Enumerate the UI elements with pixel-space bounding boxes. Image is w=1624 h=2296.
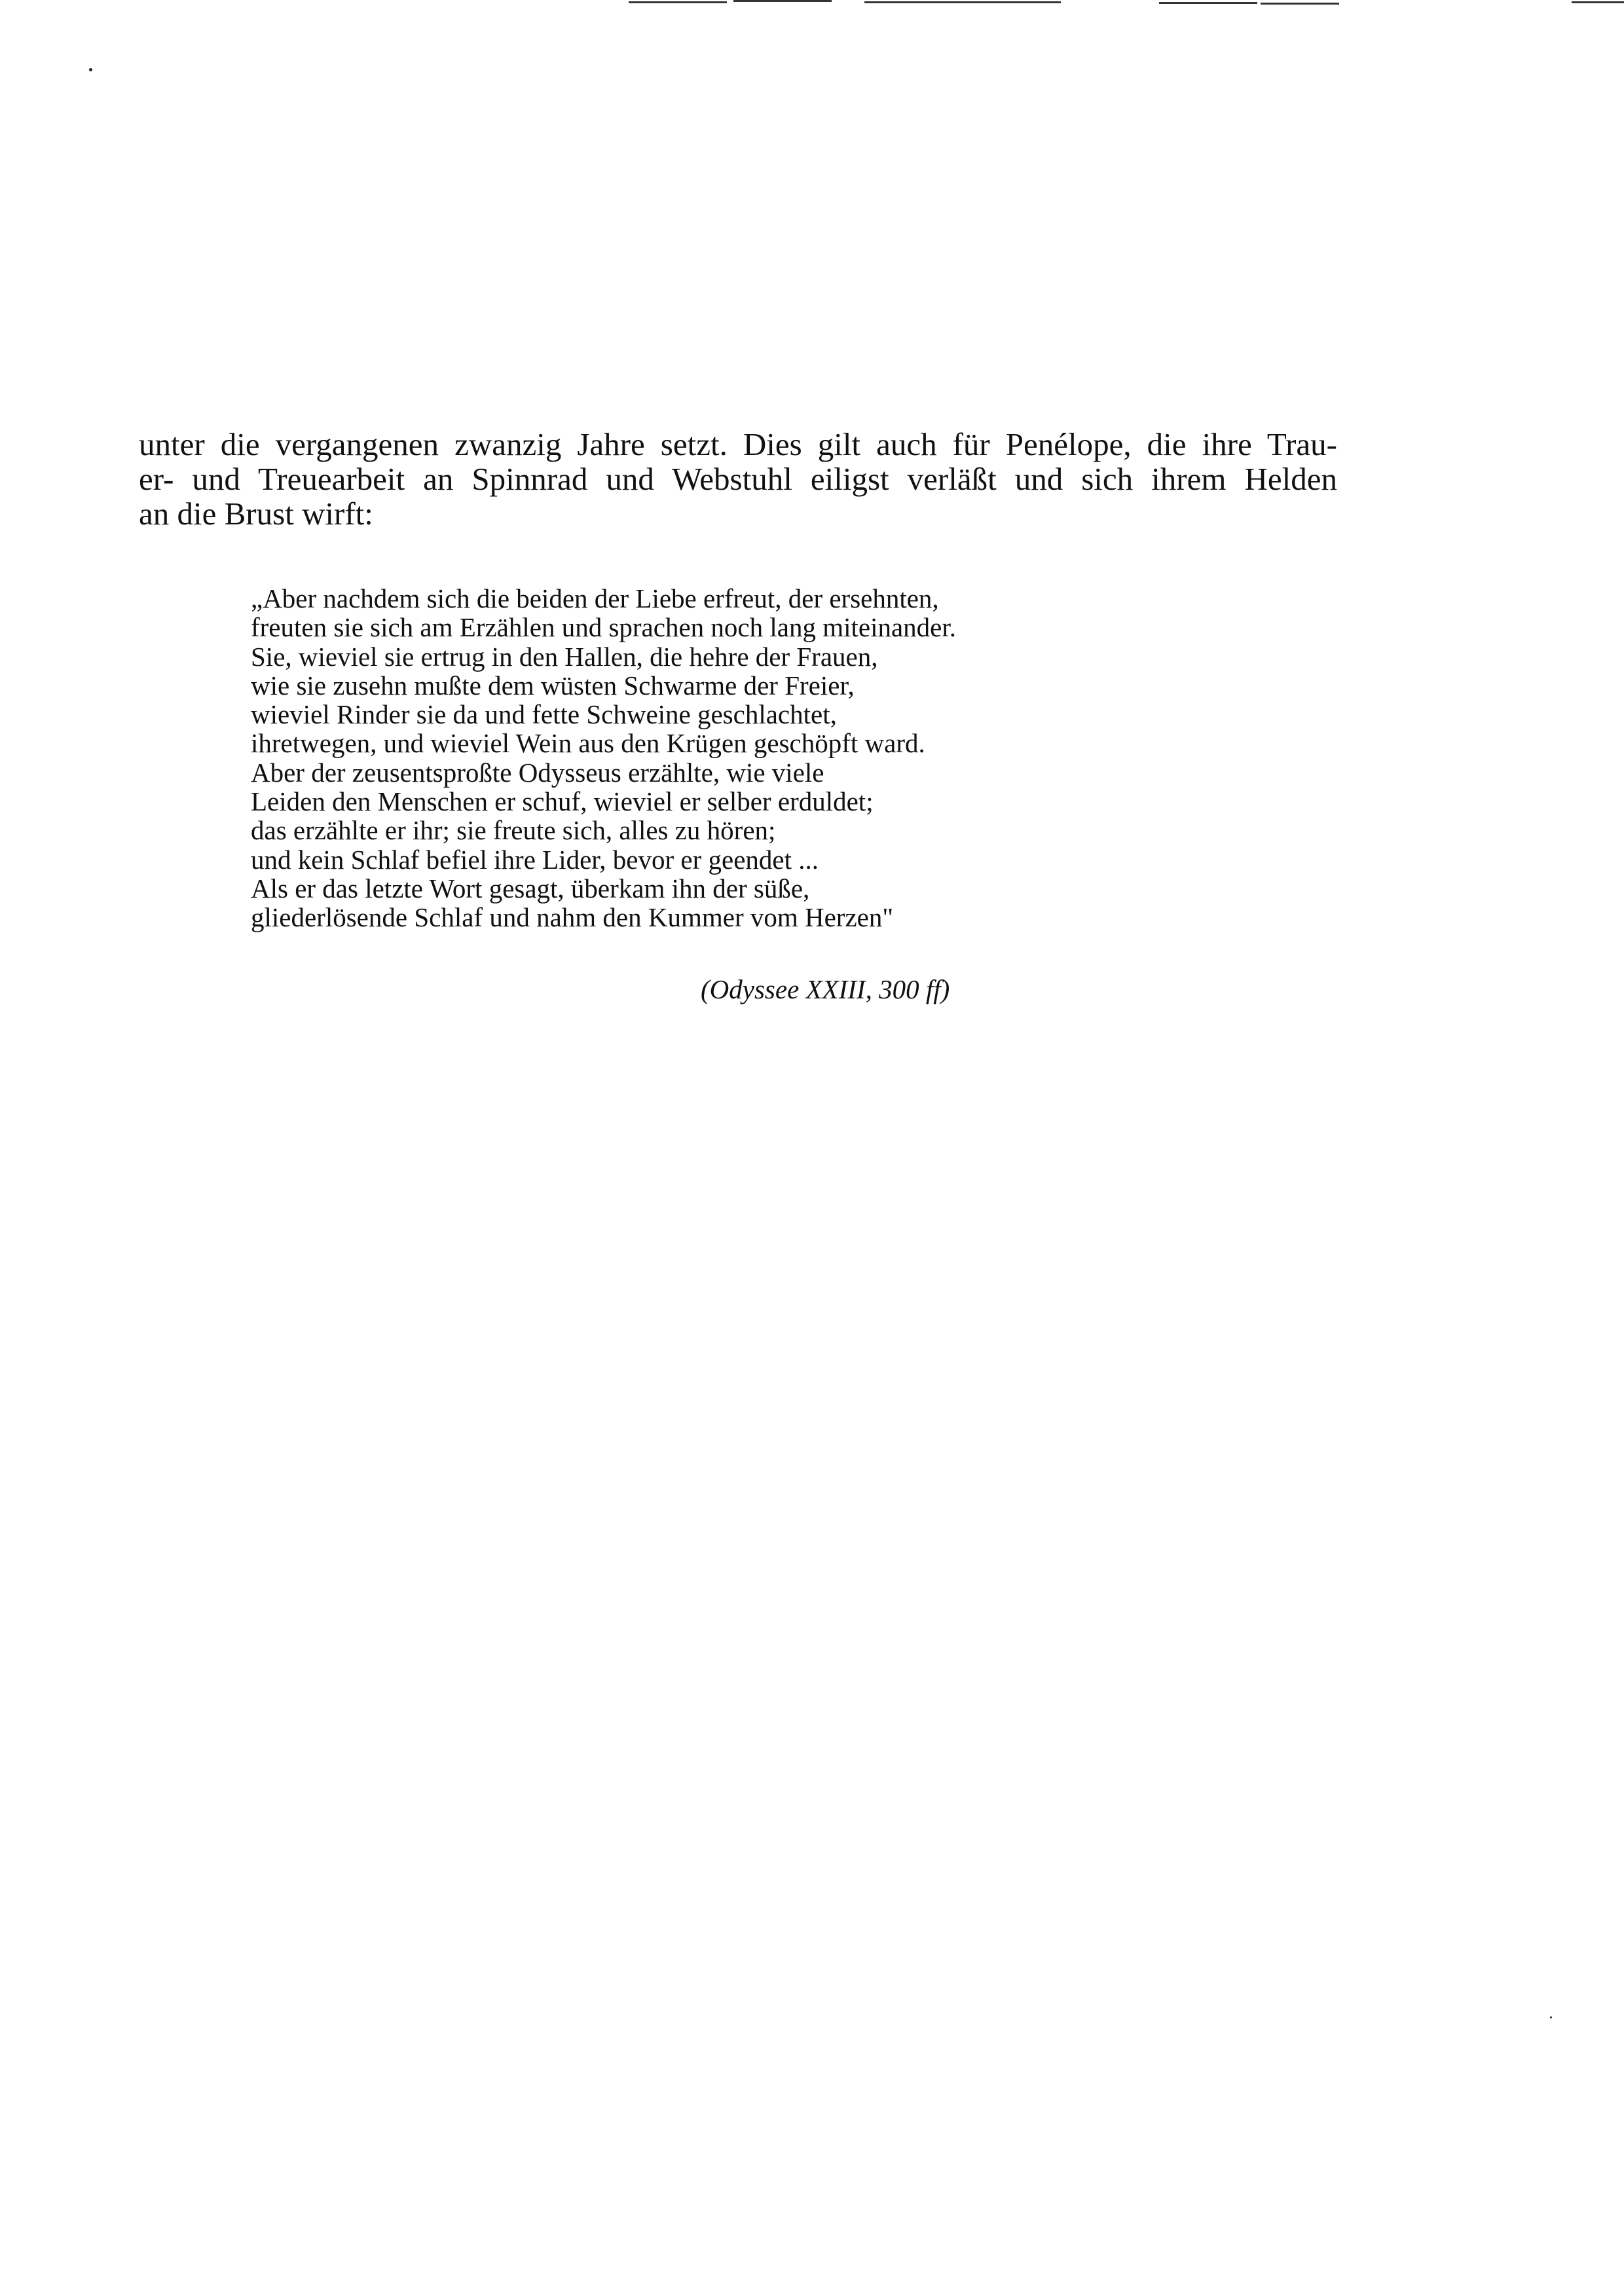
scan-artifact-line	[733, 0, 832, 2]
scan-artifact-dot	[89, 68, 92, 71]
quote-verse: Sie, wieviel sie ertrug in den Hallen, die hehre der Frauen,	[251, 641, 878, 672]
paragraph-line: an die Brust wirft:	[139, 496, 373, 532]
scan-artifact-dot	[1550, 2016, 1552, 2018]
quote-verse: Aber der zeusentsproßte Odysseus erzählte, wie viele	[251, 757, 824, 788]
scan-artifact-line	[1572, 1, 1624, 3]
quote-verse: Als er das letzte Wort gesagt, überkam ihn der süße,	[251, 873, 810, 903]
quote-verse: Leiden den Menschen er schuf, wieviel er selber erduldet;	[251, 786, 874, 817]
block-quote	[251, 584, 1056, 932]
quote-verse: freuten sie sich am Erzählen und sprachen noch lang miteinander.	[251, 612, 956, 643]
paragraph-line: unter die vergangenen zwanzig Jahre setzt. Dies gilt auch für Penélope, die ihre Trau-	[139, 426, 1337, 462]
quote-verse: gliederlösende Schlaf und nahm den Kummer vom Herzen"	[251, 902, 894, 933]
quote-verse: „Aber nachdem sich die beiden der Liebe erfreut, der ersehnten,	[251, 583, 939, 613]
scan-artifact-line	[864, 1, 1061, 3]
body-paragraph	[139, 427, 1337, 531]
quote-verse: wieviel Rinder sie da und fette Schweine geschlachtet,	[251, 699, 837, 730]
quote-verse: und kein Schlaf befiel ihre Lider, bevor er geendet ...	[251, 844, 819, 875]
scan-artifact-line	[629, 1, 727, 3]
scan-artifact-line	[1159, 2, 1257, 4]
quote-verse: das erzählte er ihr; sie freute sich, alles zu hören;	[251, 815, 776, 846]
quote-verse: wie sie zusehn mußte dem wüsten Schwarme der Freier,	[251, 670, 855, 701]
quote-source-citation: (Odyssee XXIII, 300 ff)	[701, 974, 950, 1004]
quote-verse: ihretwegen, und wieviel Wein aus den Krügen geschöpft ward.	[251, 728, 925, 759]
paragraph-line: er- und Treuearbeit an Spinnrad und Webstuhl eiligst verläßt und sich ihrem Helden	[139, 461, 1337, 497]
scan-artifact-line	[1261, 3, 1339, 5]
